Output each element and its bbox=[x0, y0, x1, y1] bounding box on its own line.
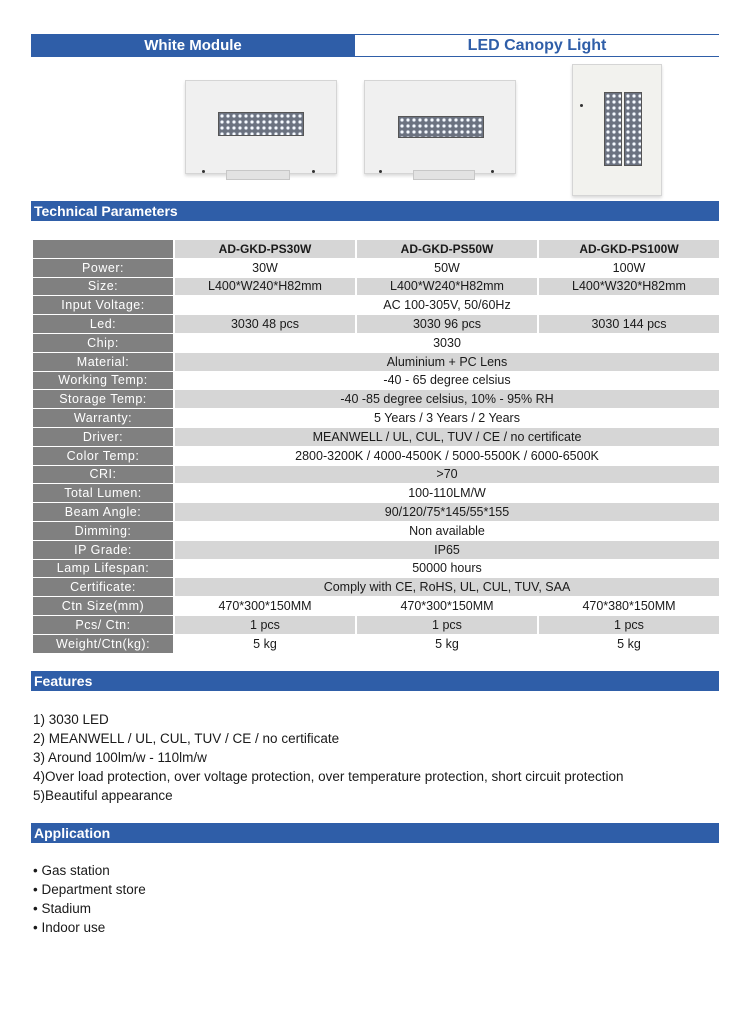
spec-value: 3030 48 pcs bbox=[175, 315, 355, 333]
spec-value: 3030 96 pcs bbox=[357, 315, 537, 333]
spec-value: 5 kg bbox=[539, 635, 719, 653]
spec-label: Lamp Lifespan: bbox=[33, 560, 173, 578]
table-row bbox=[33, 296, 719, 314]
table-row bbox=[33, 428, 719, 446]
spec-value: 5 kg bbox=[175, 635, 355, 653]
list-item: • Stadium bbox=[33, 901, 92, 916]
spec-value: 470*380*150MM bbox=[539, 597, 719, 615]
spec-label: Pcs/ Ctn: bbox=[33, 616, 173, 634]
model-100w: AD-GKD-PS100W bbox=[539, 240, 719, 258]
table-row bbox=[33, 522, 719, 540]
spec-label: Color Temp: bbox=[33, 447, 173, 465]
table-row bbox=[33, 278, 719, 296]
list-item: 5)Beautiful appearance bbox=[33, 788, 173, 803]
list-item: 1) 3030 LED bbox=[33, 712, 109, 727]
spec-value: 1 pcs bbox=[175, 616, 355, 634]
table-row bbox=[33, 560, 719, 578]
spec-label: Total Lumen: bbox=[33, 484, 173, 502]
spec-value: 50000 hours bbox=[175, 560, 719, 578]
spec-value: >70 bbox=[175, 466, 719, 484]
spec-label: Certificate: bbox=[33, 578, 173, 596]
technical-parameters-heading: Technical Parameters bbox=[31, 201, 719, 221]
spec-value: L400*W240*H82mm bbox=[175, 278, 355, 296]
spec-value: AC 100-305V, 50/60Hz bbox=[175, 296, 719, 314]
spec-value: 90/120/75*145/55*155 bbox=[175, 503, 719, 521]
table-row bbox=[33, 616, 719, 634]
table-row bbox=[33, 372, 719, 390]
spec-label: IP Grade: bbox=[33, 541, 173, 559]
spec-label: Working Temp: bbox=[33, 372, 173, 390]
spec-label: Led: bbox=[33, 315, 173, 333]
spec-label: Size: bbox=[33, 278, 173, 296]
list-item: 3) Around 100lm/w - 110lm/w bbox=[33, 750, 207, 765]
application-list bbox=[33, 861, 146, 937]
list-item: • Indoor use bbox=[33, 920, 106, 935]
application-heading: Application bbox=[31, 823, 719, 843]
spec-label: Beam Angle: bbox=[33, 503, 173, 521]
table-row bbox=[33, 409, 719, 427]
title-bar bbox=[31, 34, 719, 57]
features-list bbox=[33, 710, 624, 805]
spec-value: 1 pcs bbox=[357, 616, 537, 634]
spec-label: Chip: bbox=[33, 334, 173, 352]
table-row bbox=[33, 635, 719, 653]
list-item: • Gas station bbox=[33, 863, 110, 878]
spec-label: Driver: bbox=[33, 428, 173, 446]
table-row bbox=[33, 578, 719, 596]
spec-value: Aluminium + PC Lens bbox=[175, 353, 719, 371]
spec-value: IP65 bbox=[175, 541, 719, 559]
spec-value: 100-110LM/W bbox=[175, 484, 719, 502]
spec-value: 3030 bbox=[175, 334, 719, 352]
spec-label: Storage Temp: bbox=[33, 390, 173, 408]
spec-value: 2800-3200K / 4000-4500K / 5000-5500K / 6000-6500K bbox=[175, 447, 719, 465]
list-item: • Department store bbox=[33, 882, 146, 897]
model-50w: AD-GKD-PS50W bbox=[357, 240, 537, 258]
table-row bbox=[33, 353, 719, 371]
table-row bbox=[33, 484, 719, 502]
model-30w: AD-GKD-PS30W bbox=[175, 240, 355, 258]
spec-value: -40 -85 degree celsius, 10% - 95% RH bbox=[175, 390, 719, 408]
table-row bbox=[33, 466, 719, 484]
spec-label: Ctn Size(mm) bbox=[33, 597, 173, 615]
table-row bbox=[33, 541, 719, 559]
spec-label: CRI: bbox=[33, 466, 173, 484]
spec-header-row bbox=[33, 240, 719, 258]
table-row bbox=[33, 315, 719, 333]
product-image-50w bbox=[355, 76, 525, 188]
spec-value: MEANWELL / UL, CUL, TUV / CE / no certificate bbox=[175, 428, 719, 446]
spec-value: 1 pcs bbox=[539, 616, 719, 634]
spec-value: Comply with CE, RoHS, UL, CUL, TUV, SAA bbox=[175, 578, 719, 596]
spec-value: Non available bbox=[175, 522, 719, 540]
spec-label: Warranty: bbox=[33, 409, 173, 427]
table-row bbox=[33, 334, 719, 352]
product-image-100w bbox=[566, 62, 666, 196]
spec-value: 5 kg bbox=[357, 635, 537, 653]
features-heading: Features bbox=[31, 671, 719, 691]
list-item: 4)Over load protection, over voltage protection, over temperature protection, short circuit protection bbox=[33, 769, 624, 784]
module-title: White Module bbox=[31, 34, 355, 56]
product-image-30w bbox=[176, 76, 346, 188]
product-title: LED Canopy Light bbox=[355, 34, 719, 56]
table-row bbox=[33, 259, 719, 277]
spec-label: Material: bbox=[33, 353, 173, 371]
spec-value: L400*W320*H82mm bbox=[539, 278, 719, 296]
table-row bbox=[33, 503, 719, 521]
table-row bbox=[33, 390, 719, 408]
spec-value: 100W bbox=[539, 259, 719, 277]
spec-label: Input Voltage: bbox=[33, 296, 173, 314]
spec-corner-cell bbox=[33, 240, 173, 258]
spec-label: Power: bbox=[33, 259, 173, 277]
spec-label: Weight/Ctn(kg): bbox=[33, 635, 173, 653]
spec-value: -40 - 65 degree celsius bbox=[175, 372, 719, 390]
spec-value: 5 Years / 3 Years / 2 Years bbox=[175, 409, 719, 427]
spec-label: Dimming: bbox=[33, 522, 173, 540]
spec-value: 50W bbox=[357, 259, 537, 277]
spec-value: 470*300*150MM bbox=[357, 597, 537, 615]
table-row bbox=[33, 597, 719, 615]
spec-value: L400*W240*H82mm bbox=[357, 278, 537, 296]
spec-table bbox=[31, 239, 721, 654]
table-row bbox=[33, 447, 719, 465]
list-item: 2) MEANWELL / UL, CUL, TUV / CE / no certificate bbox=[33, 731, 340, 746]
spec-value: 3030 144 pcs bbox=[539, 315, 719, 333]
spec-value: 30W bbox=[175, 259, 355, 277]
spec-value: 470*300*150MM bbox=[175, 597, 355, 615]
